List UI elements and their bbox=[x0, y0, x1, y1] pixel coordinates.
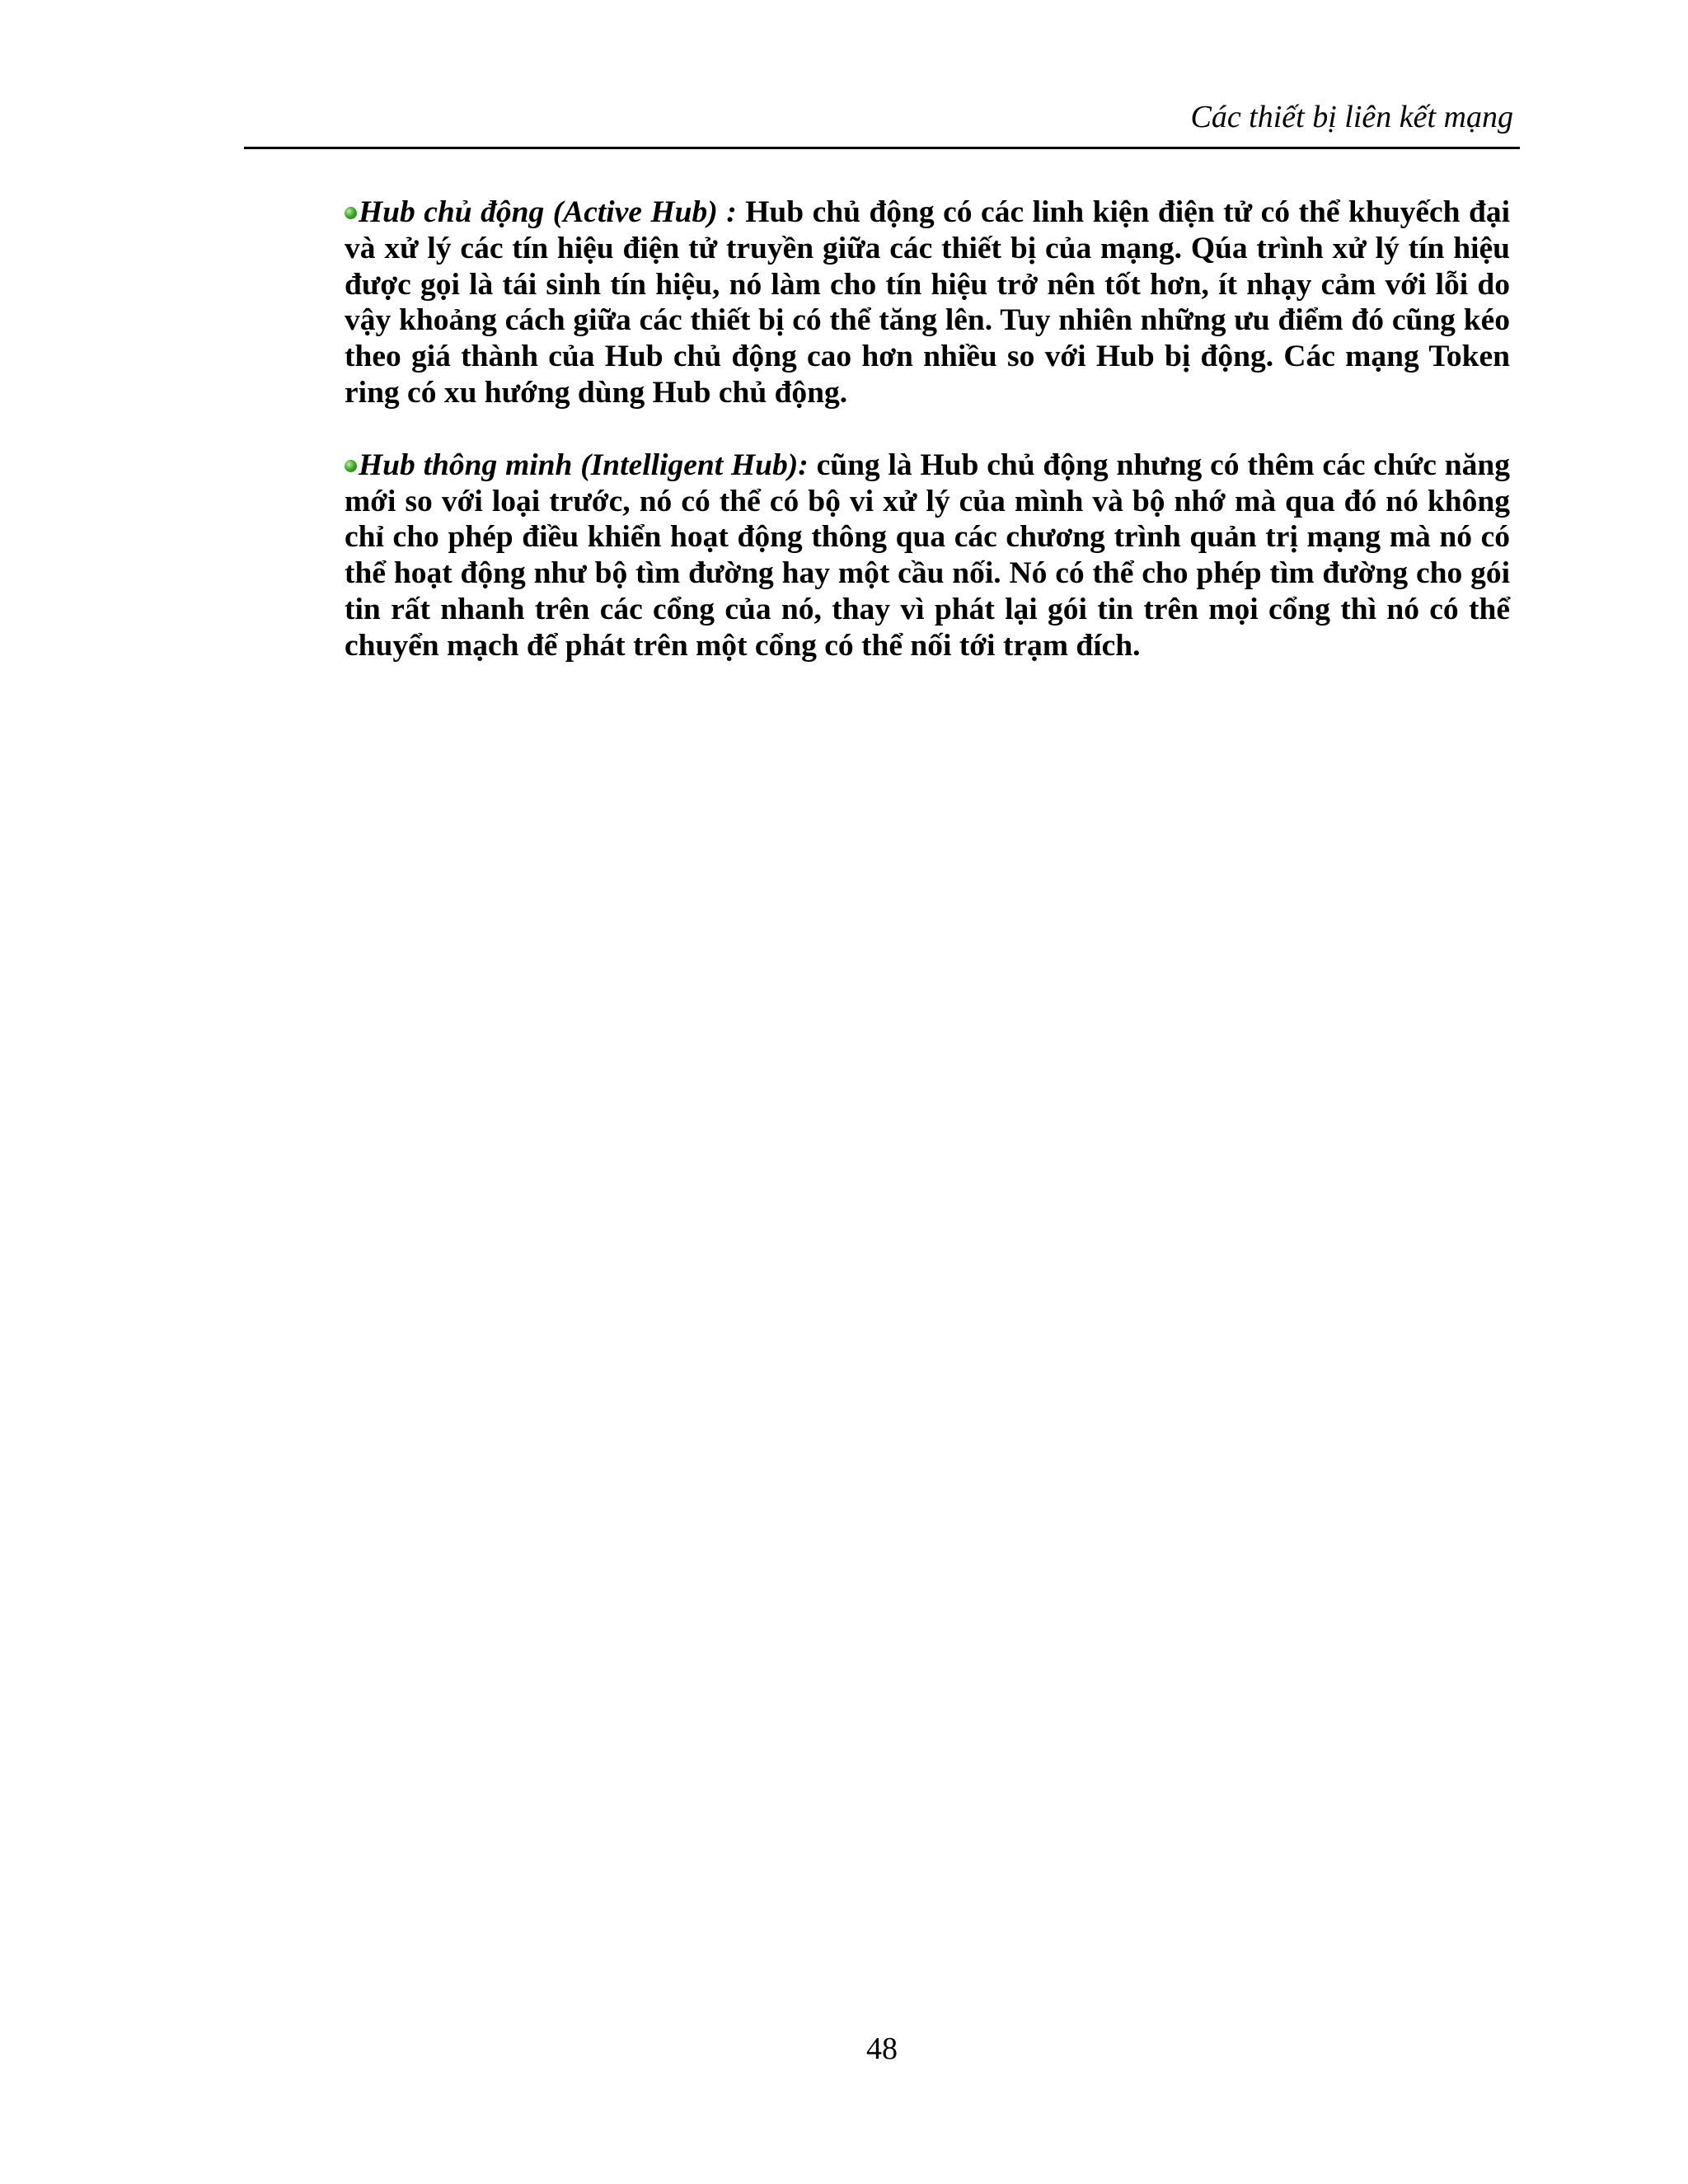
page-header bbox=[244, 91, 1520, 149]
page-number: 48 bbox=[866, 2032, 898, 2066]
paragraph-intelligent-hub bbox=[345, 448, 1510, 664]
paragraph-text: Hub chủ động có các linh kiện điện tử có thể khuyếch đại và xử lý các tín hiệu điện tử truyền giữa các thiết bị của mạng. Qúa trình xử lý tín hiệu được gọi là tái sinh tín hiệu, nó làm cho tín hiệu trở nên tốt hơn, ít nhạy cảm với lỗi do vậy khoảng cách giữa các thiết bị có thể tăng lên. Tuy nhiên những ưu điểm đó cũng kéo theo giá thành của Hub chủ động cao hơn nhiều so với Hub bị động. Các mạng Token ring có xu hướng dùng Hub chủ động. bbox=[345, 195, 1510, 410]
term-intelligent-hub: Hub thông minh (Intelligent Hub): bbox=[359, 448, 809, 482]
paragraph-active-hub bbox=[345, 194, 1510, 411]
green-ball-bullet-icon bbox=[345, 460, 357, 472]
paragraph-text: cũng là Hub chủ động nhưng có thêm các chức năng mới so với loại trước, nó có thể có bộ vi xử lý của mình và bộ nhớ mà qua đó nó không chỉ cho phép điều khiển hoạt động thông qua các chương trình quản trị mạng mà nó có thể hoạt động như bộ tìm đường hay một cầu nối. Nó có thể cho phép tìm đường cho gói tin rất nhanh trên các cổng của nó, thay vì phát lại gói tin trên mọi cổng thì nó có thể chuyển mạch để phát trên một cổng có thể nối tới trạm đích. bbox=[345, 448, 1510, 663]
term-active-hub: Hub chủ động (Active Hub) : bbox=[359, 195, 737, 229]
green-ball-bullet-icon bbox=[345, 207, 357, 219]
header-title: Các thiết bị liên kết mạng bbox=[1190, 100, 1513, 134]
page-content bbox=[345, 194, 1510, 701]
